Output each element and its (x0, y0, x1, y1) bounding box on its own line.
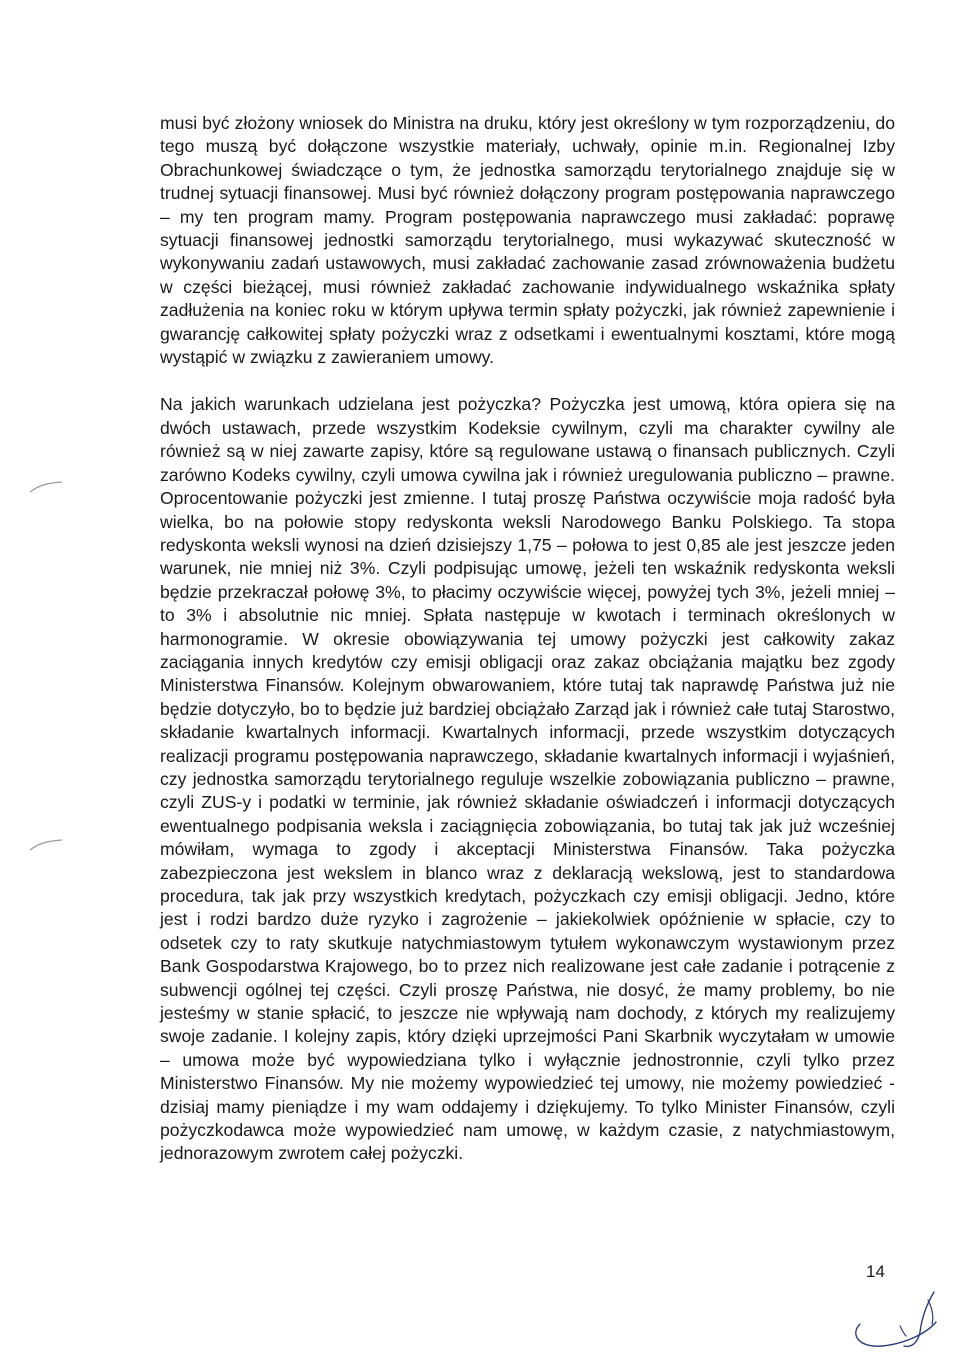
margin-tick-mark-icon (28, 838, 64, 852)
paragraph-2: Na jakich warunkach udzielana jest pożyczka? Pożyczka jest umową, która opiera się na dwóch ustawach, przede wszystkim Kodeksie cywilnym, czyli ma charakter cywilny ale również są w niej zawarte zapisy, które są regulowane ustawą o finansach publicznych. Czyli zarówno Kodeks cywilny, czyli umowa cywilna jak i również uregulowania publiczno – prawne. Oprocentowanie pożyczki jest zmienne. I tutaj proszę Państwa oczywiście moja radość była wielka, bo na połowie stopy redyskonta weksli Narodowego Banku Polskiego. Ta stopa redyskonta weksli wynosi na dzień dzisiejszy 1,75 – połowa to jest 0,85 ale jest jeszcze jeden warunek, nie mniej niż 3%. Czyli podpisując umowę, jeżeli ten wskaźnik redyskonta weksli będzie przekraczał połowę 3%, to płacimy oczywiście więcej, powyżej tych 3%, jeżeli mniej – to 3% i absolutnie nic mniej. Spłata następuje w kwotach i terminach określonych w harmonogramie. W okresie obowiązywania tej umowy pożyczki jest całkowity zakaz zaciągania innych kredytów czy emisji obligacji oraz zakaz obciążania majątku bez zgody Ministerstwa Finansów. Kolejnym obwarowaniem, które tutaj tak naprawdę Państwa już nie będzie dotyczyło, bo to będzie już bardziej obciążało Zarząd jak i również całe tutaj Starostwo, składanie kwartalnych informacji. Kwartalnych informacji, przede wszystkim dotyczących realizacji programu postępowania naprawczego, składanie kwartalnych informacji i wyjaśnień, czy jednostka samorządu terytorialnego reguluje wszelkie zobowiązania publiczno – prawne, czyli ZUS-y i podatki w terminie, jak również składanie oświadczeń i informacji dotyczących ewentualnego podpisania weksla i zaciągnięcia zobowiązania, bo tutaj tak jak już wcześniej mówiłam, wymaga to zgody i akceptacji Ministerstwa Finansów. Taka pożyczka zabezpieczona jest wekslem in blanco wraz z deklaracją wekslową, jest to standardowa procedura, tak jak przy wszystkich kredytach, pożyczkach czy emisji obligacji. Jedno, które jest i rodzi bardzo duże ryzyko i zagrożenie – jakiekolwiek opóźnienie w spłacie, czy to odsetek czy to raty skutkuje natychmiastowym tytułem wykonawczym wystawionym przez Bank Gospodarstwa Krajowego, bo to przez nich realizowane jest całe zadanie i potrącenie z subwencji ogólnej tej części. Czyli proszę Państwa, nie dosyć, że mamy problemy, bo nie jesteśmy w stanie spłacić, to jeszcze nie wpływają nam dochody, z których my realizujemy swoje zadanie. I kolejny zapis, który dzięki uprzejmości Pani Skarbnik wyczytałam w umowie – umowa może być wypowiedziana tylko i wyłącznie jednostronnie, czyli tylko przez Ministerstwo Finansów. My nie możemy wypowiedzieć tej umowy, nie możemy powiedzieć - dzisiaj mamy pieniądze i my wam oddajemy i dziękujemy. To tylko Minister Finansów, czyli pożyczkodawca może wypowiedzieć nam umowę, w każdym czasie, z natychmiastowym, jednorazowym zwrotem całej pożyczki. (160, 394, 895, 1164)
page-number: 14 (866, 1262, 885, 1281)
paragraph-1: musi być złożony wniosek do Ministra na druku, który jest określony w tym rozporządzeniu, do tego muszą być dołączone wszystkie materiały, uchwały, opinie m.in. Regionalnej Izby Obrachunkowej świadczące o tym, że jednostka samorządu terytorialnego znajduje się w trudnej sytuacji finansowej. Musi być również dołączony program postępowania naprawczego – my ten program mamy. Program postępowania naprawczego musi zakładać: poprawę sytuacji finansowej jednostki samorządu terytorialnego, musi wykazywać skuteczność w wykonywaniu zadań ustawowych, musi zakładać zachowanie zasad zrównoważenia budżetu w części bieżącej, musi również zakładać zachowanie indywidualnego wskaźnika spłaty zadłużenia na koniec roku w którym upływa termin spłaty pożyczki, jak również zapewnienie i gwarancję całkowitej spłaty pożyczki wraz z odsetkami i ewentualnymi kosztami, które mogą wystąpić w związku z zawieraniem umowy. (160, 113, 895, 368)
margin-tick-mark-icon (28, 480, 64, 494)
signature-initials-icon (842, 1286, 946, 1354)
document-body (160, 112, 895, 1166)
